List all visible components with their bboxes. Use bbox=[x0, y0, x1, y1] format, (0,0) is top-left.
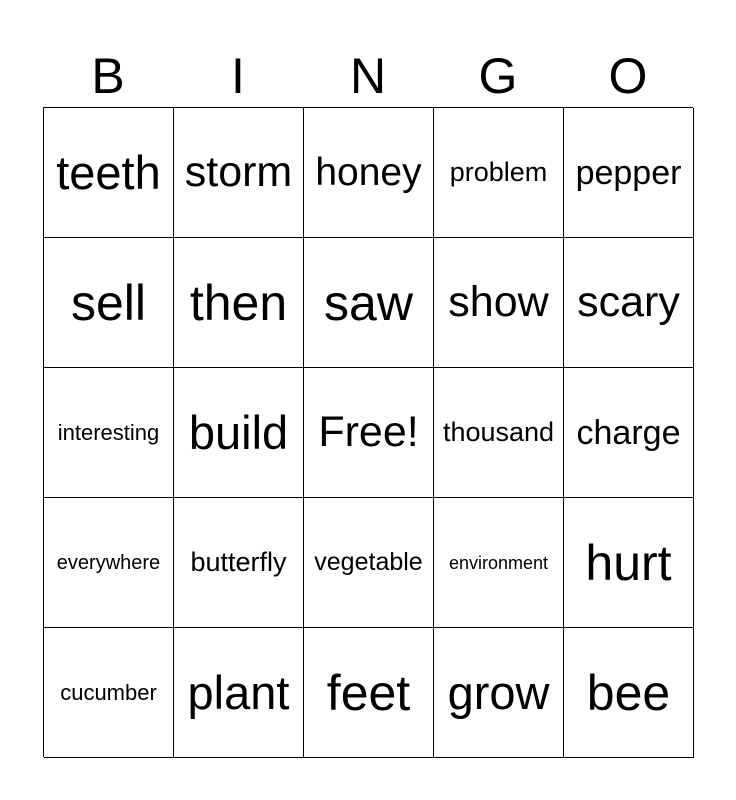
bingo-cell[interactable]: saw bbox=[304, 238, 434, 368]
bingo-cell[interactable]: sell bbox=[44, 238, 174, 368]
header-letter-b: B bbox=[91, 48, 125, 104]
bingo-cell[interactable]: interesting bbox=[44, 368, 174, 498]
header-letter-i: I bbox=[231, 48, 245, 104]
bingo-cell[interactable]: pepper bbox=[564, 108, 694, 238]
bingo-cell[interactable]: grow bbox=[434, 628, 564, 758]
bingo-cell[interactable]: problem bbox=[434, 108, 564, 238]
bingo-cell[interactable]: thousand bbox=[434, 368, 564, 498]
bingo-cell[interactable]: charge bbox=[564, 368, 694, 498]
free-space-cell[interactable]: Free! bbox=[304, 368, 434, 498]
bingo-cell[interactable]: feet bbox=[304, 628, 434, 758]
bingo-board bbox=[43, 107, 693, 757]
bingo-cell[interactable]: butterfly bbox=[174, 498, 304, 628]
bingo-cell[interactable]: hurt bbox=[564, 498, 694, 628]
bingo-cell[interactable]: environment bbox=[434, 498, 564, 628]
bingo-cell[interactable]: everywhere bbox=[44, 498, 174, 628]
bingo-cell[interactable]: storm bbox=[174, 108, 304, 238]
header-letter-g: G bbox=[478, 48, 518, 104]
bingo-cell[interactable]: then bbox=[174, 238, 304, 368]
bingo-cell[interactable]: show bbox=[434, 238, 564, 368]
bingo-cell[interactable]: scary bbox=[564, 238, 694, 368]
bingo-cell[interactable]: build bbox=[174, 368, 304, 498]
bingo-cell[interactable]: cucumber bbox=[44, 628, 174, 758]
bingo-header bbox=[43, 40, 693, 108]
bingo-cell[interactable]: bee bbox=[564, 628, 694, 758]
bingo-cell[interactable]: vegetable bbox=[304, 498, 434, 628]
bingo-cell[interactable]: honey bbox=[304, 108, 434, 238]
bingo-cell[interactable]: plant bbox=[174, 628, 304, 758]
header-letter-n: N bbox=[349, 48, 387, 104]
bingo-cell[interactable]: teeth bbox=[44, 108, 174, 238]
header-letter-o: O bbox=[608, 48, 648, 104]
